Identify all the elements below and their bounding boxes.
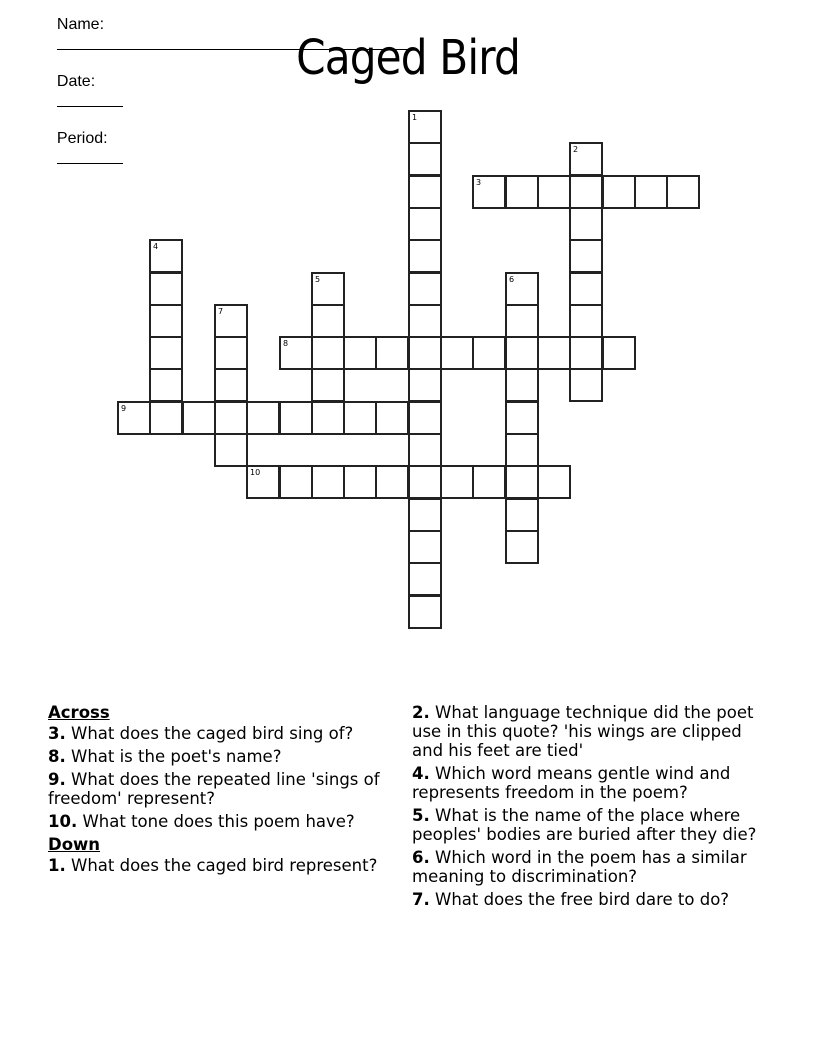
clue-number-label: 5 [315,275,321,284]
crossword-cell[interactable] [408,465,442,499]
clue-number-label: 4 [153,242,159,251]
down-heading: Down [48,835,101,854]
clue-across-3 [48,724,393,743]
clue-number-label: 6 [509,275,515,284]
crossword-cell[interactable] [505,530,539,564]
crossword-cell[interactable] [311,272,345,306]
crossword-cell[interactable] [569,175,603,209]
crossword-cell[interactable] [408,239,442,273]
crossword-cell[interactable] [279,336,313,370]
crossword-cell[interactable] [311,304,345,338]
clue-down-5 [412,806,772,844]
clue-number-label: 3 [476,178,482,187]
crossword-cell[interactable] [149,368,183,402]
crossword-cell[interactable] [537,465,571,499]
clue-number: 9. [48,770,66,789]
clues-column-right [412,703,772,913]
crossword-cell[interactable] [408,175,442,209]
crossword-cell[interactable] [343,336,377,370]
crossword-cell[interactable] [569,368,603,402]
name-label: Name: [56,16,105,33]
crossword-cell[interactable] [440,465,474,499]
crossword-cell[interactable] [408,110,442,144]
crossword-cell[interactable] [149,304,183,338]
crossword-cell[interactable] [311,336,345,370]
clue-number-label: 1 [412,113,418,122]
crossword-cell[interactable] [505,433,539,467]
crossword-cell[interactable] [408,207,442,241]
clue-down-7 [412,890,772,909]
clue-number: 1. [48,856,66,875]
clues-column-left [48,703,393,879]
crossword-cell[interactable] [666,175,700,209]
crossword-cell[interactable] [408,401,442,435]
clue-number: 8. [48,747,66,766]
clue-number-label: 8 [283,339,289,348]
crossword-cell[interactable] [472,336,506,370]
crossword-cell[interactable] [569,142,603,176]
crossword-cell[interactable] [375,465,409,499]
clue-down-2 [412,703,772,760]
clue-number: 4. [412,764,430,783]
clue-number: 3. [48,724,66,743]
crossword-cell[interactable] [408,595,442,629]
crossword-cell[interactable] [408,433,442,467]
clue-number: 5. [412,806,430,825]
crossword-cell[interactable] [537,336,571,370]
crossword-cell[interactable] [246,465,280,499]
crossword-cell[interactable] [149,239,183,273]
crossword-cell[interactable] [505,175,539,209]
crossword-cell[interactable] [246,401,280,435]
page-title: Caged Bird [296,30,520,86]
crossword-cell[interactable] [505,304,539,338]
crossword-cell[interactable] [408,562,442,596]
crossword-cell[interactable] [279,465,313,499]
crossword-cell[interactable] [343,465,377,499]
crossword-cell[interactable] [149,272,183,306]
crossword-cell[interactable] [472,465,506,499]
crossword-cell[interactable] [505,272,539,306]
crossword-cell[interactable] [343,401,377,435]
crossword-cell[interactable] [408,304,442,338]
crossword-cell[interactable] [214,401,248,435]
crossword-cell[interactable] [408,530,442,564]
crossword-cell[interactable] [408,142,442,176]
crossword-cell[interactable] [602,175,636,209]
crossword-cell[interactable] [375,336,409,370]
clue-number: 10. [48,812,78,831]
clue-text: What language technique did the poet use in this quote? 'his wings are clipped and his feet are tied' [412,703,754,760]
crossword-cell[interactable] [279,401,313,435]
crossword-cell[interactable] [311,401,345,435]
clue-number-label: 9 [121,404,127,413]
clue-number: 6. [412,848,430,867]
crossword-cell[interactable] [214,304,248,338]
crossword-cell[interactable] [311,368,345,402]
crossword-cell[interactable] [214,368,248,402]
crossword-cell[interactable] [472,175,506,209]
clue-number-label: 7 [218,307,224,316]
clue-text: What is the name of the place where peoples' bodies are buried after they die? [412,806,757,844]
clue-text: Which word in the poem has a similar meaning to discrimination? [412,848,747,886]
crossword-cell[interactable] [569,336,603,370]
crossword-cell[interactable] [117,401,151,435]
clue-text: What does the caged bird sing of? [71,724,354,743]
across-heading: Across [48,703,110,722]
crossword-cell[interactable] [408,336,442,370]
crossword-cell[interactable] [505,465,539,499]
clue-text: What is the poet's name? [71,747,282,766]
crossword-cell[interactable] [569,207,603,241]
crossword-cell[interactable] [408,272,442,306]
clue-across-8 [48,747,393,766]
crossword-cell[interactable] [602,336,636,370]
crossword-cell[interactable] [149,336,183,370]
crossword-cell[interactable] [537,175,571,209]
clue-down-1 [48,856,393,875]
clue-down-6 [412,848,772,886]
clue-number: 2. [412,703,430,722]
clue-text: What does the caged bird represent? [71,856,378,875]
period-label: Period: [56,130,108,147]
crossword-cell[interactable] [505,368,539,402]
clue-number-label: 10 [250,468,261,477]
crossword-cell[interactable] [408,498,442,532]
crossword-cell[interactable] [505,401,539,435]
clue-text: What does the free bird dare to do? [435,890,730,909]
crossword-cell[interactable] [505,336,539,370]
clue-text: Which word means gentle wind and represents freedom in the poem? [412,764,731,802]
crossword-cell[interactable] [311,465,345,499]
clue-number: 7. [412,890,430,909]
crossword-cell[interactable] [149,401,183,435]
crossword-cell[interactable] [569,272,603,306]
clue-number-label: 2 [573,145,579,154]
crossword-cell[interactable] [182,401,216,435]
date-label: Date: [56,73,96,90]
crossword-cell[interactable] [214,433,248,467]
clue-text: What does the repeated line 'sings of freedom' represent? [48,770,380,808]
clue-down-4 [412,764,772,802]
clue-across-10 [48,812,393,831]
crossword-cell[interactable] [634,175,668,209]
crossword-cell[interactable] [440,336,474,370]
clue-across-9 [48,770,393,808]
crossword-cell[interactable] [569,304,603,338]
crossword-cell[interactable] [375,401,409,435]
crossword-cell[interactable] [569,239,603,273]
crossword-cell[interactable] [214,336,248,370]
crossword-cell[interactable] [408,368,442,402]
crossword-cell[interactable] [505,498,539,532]
clue-text: What tone does this poem have? [82,812,355,831]
